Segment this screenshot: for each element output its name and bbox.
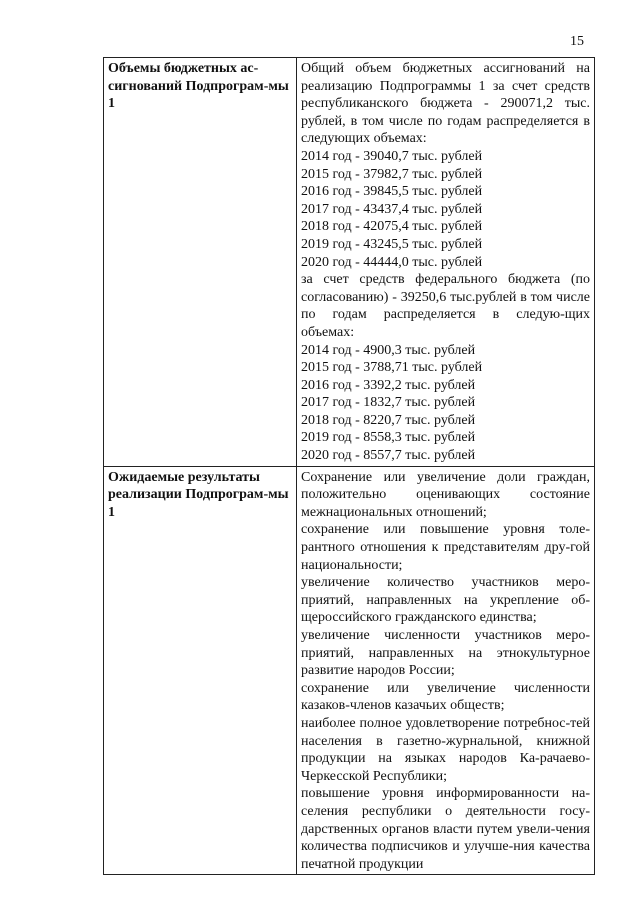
federal-year-2015: 2015 год - 3788,71 тыс. рублей xyxy=(301,360,483,376)
budget-row xyxy=(104,58,595,467)
results-content xyxy=(297,466,595,875)
budget-intro: Общий объем бюджетных ассигнований на реализацию Подпрограммы 1 за счет средств республиканского бюджета - 290071,2 тыс. рублей, в том числе по годам распределяется в следующих объемах: xyxy=(301,61,590,147)
federal-intro: за счет средств федерального бюджета (по согласованию) - 39250,6 тыс.рублей в том числе по годам распределяется в следую-щих объемах: xyxy=(301,272,590,340)
result-item: Сохранение или увеличение доли граждан, положительно оценивающих состояние межнациональных отношений; xyxy=(301,469,590,520)
results-row xyxy=(104,466,595,875)
federal-year-2019: 2019 год - 8558,3 тыс. рублей xyxy=(301,430,476,446)
federal-year-2016: 2016 год - 3392,2 тыс. рублей xyxy=(301,377,476,393)
republican-year-2017: 2017 год - 43437,4 тыс. рублей xyxy=(301,201,483,217)
federal-year-2017: 2017 год - 1832,7 тыс. рублей xyxy=(301,395,476,411)
budget-content xyxy=(297,58,595,467)
republican-year-2019: 2019 год - 43245,5 тыс. рублей xyxy=(301,236,483,252)
passport-table xyxy=(103,57,595,875)
federal-year-2014: 2014 год - 4900,3 тыс. рублей xyxy=(301,342,476,358)
result-item: сохранение или повышение уровня толе-рантного отношения к представителям дру-гой национальности; xyxy=(301,522,590,573)
republican-year-2014: 2014 год - 39040,7 тыс. рублей xyxy=(301,148,483,164)
federal-year-2020: 2020 год - 8557,7 тыс. рублей xyxy=(301,448,476,464)
result-item: наиболее полное удовлетворение потребнос-тей населения в газетно-журнальной, книжной продукции на языках народов Ка-рачаево-Черкесской Республики; xyxy=(301,715,590,784)
federal-year-2018: 2018 год - 8220,7 тыс. рублей xyxy=(301,412,476,428)
result-item: повышение уровня информированности на-селения республики о деятельности госу-дарственных органов власти путем увели-чения количества подписчиков и улучше-ния качества печатной продукции xyxy=(301,786,590,872)
result-item: увеличение численности участников меро-приятий, направленных на этнокультурное развитие народов России; xyxy=(301,628,590,679)
republican-year-2016: 2016 год - 39845,5 тыс. рублей xyxy=(301,184,483,200)
result-item: сохранение или увеличение численности казаков-членов казачьих обществ; xyxy=(301,680,590,714)
result-item: увеличение количество участников меро-приятий, направленных на укрепление об-щероссийского гражданского единства; xyxy=(301,575,590,626)
page-number: 15 xyxy=(570,34,584,49)
results-label: Ожидаемые результаты реализации Подпрограм-мы 1 xyxy=(104,466,297,875)
republican-year-2018: 2018 год - 42075,4 тыс. рублей xyxy=(301,219,483,235)
republican-year-2015: 2015 год - 37982,7 тыс. рублей xyxy=(301,166,483,182)
republican-year-2020: 2020 год - 44444,0 тыс. рублей xyxy=(301,254,483,270)
budget-label: Объемы бюджетных ас-сигнований Подпрограм-мы 1 xyxy=(104,58,297,467)
